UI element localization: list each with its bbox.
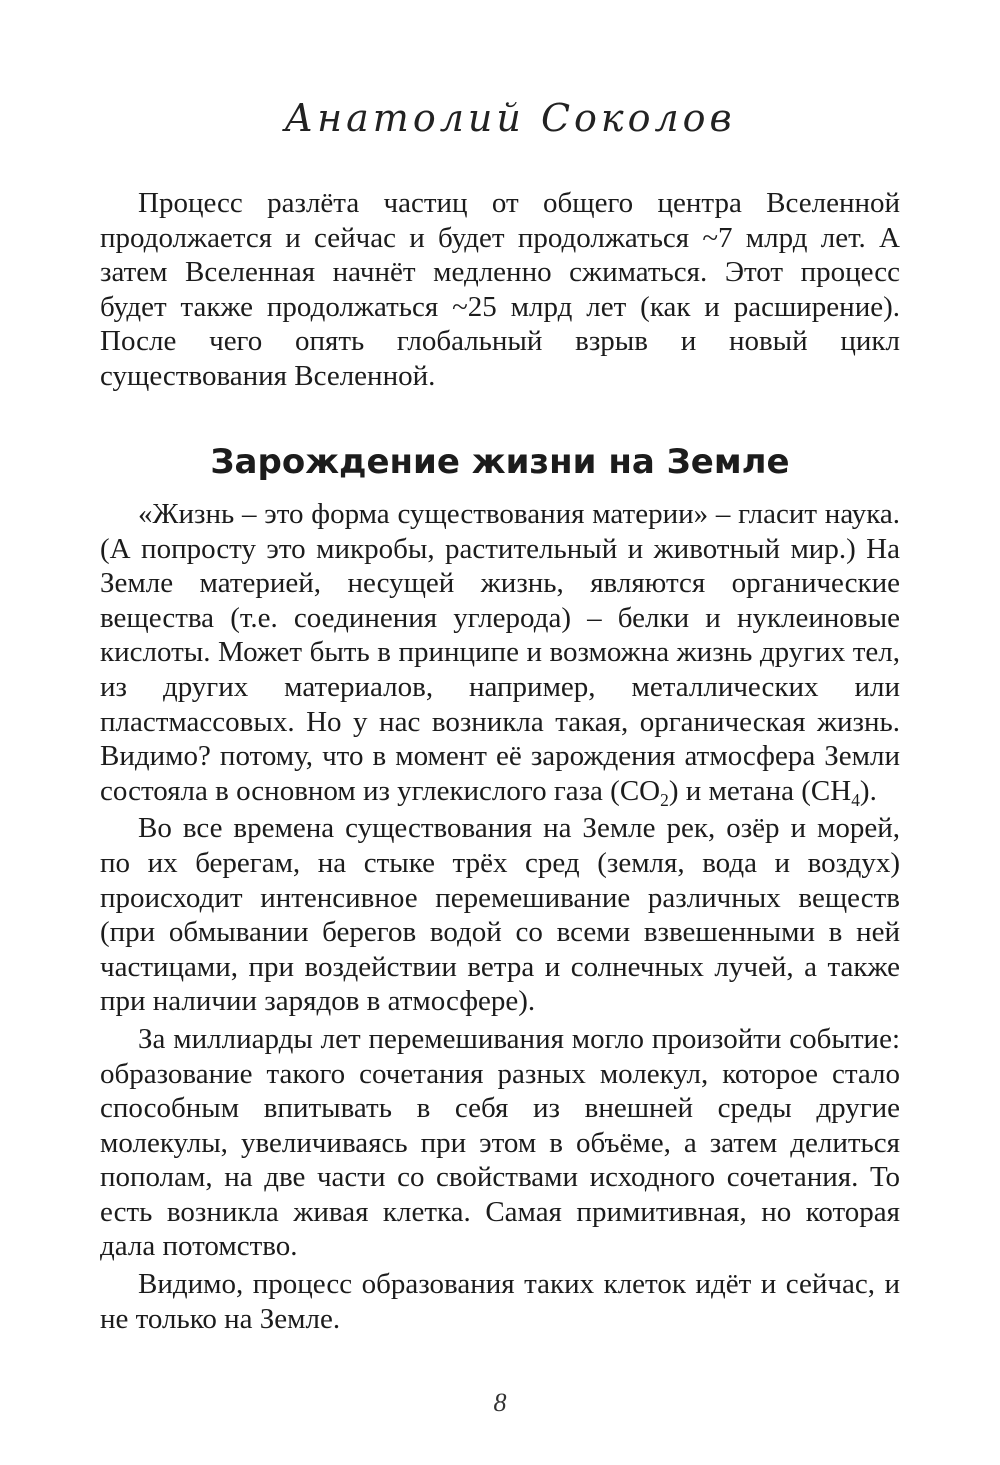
paragraph-1 (100, 497, 900, 808)
running-head-author: Анатолий Соколов (284, 96, 736, 140)
subscript-ch4: 4 (851, 789, 860, 810)
page-number: 8 (493, 1388, 507, 1417)
section-heading: Зарождение жизни на Земле (210, 442, 790, 482)
paragraph-3: За миллиарды лет перемешивания могло произойти событие: образование такого сочетания разных молекул, которое стало способным впитывать в себя из внешней среды другие молекулы, увеличиваясь при этом в объёме, а затем делиться пополам, на две части со свойствами исходного сочетания. То есть возникла живая клетка. Самая примитивная, но которая дала потомство. (100, 1022, 900, 1263)
section-body (100, 497, 900, 1336)
paragraph-1-end: ). (859, 774, 877, 807)
paragraph-1-mid: ) и метана (CH (668, 774, 852, 807)
intro-text (100, 186, 900, 394)
paragraph-2: Во все времена существования на Земле рек, озёр и морей, по их берегам, на стыке трёх сред (земля, вода и воздух) происходит интенсивное перемешивание различных веществ (при обмывании берегов водой со всеми взвешенными в ней частицами, при воздействии ветра и солнечных лучей, а также при наличии зарядов в атмосфере). (100, 812, 900, 1018)
intro-paragraph: Процесс разлёта частиц от общего центра Вселенной продолжается и сейчас и будет продолжаться ~7 млрд лет. А затем Вселенная начнёт медленно сжиматься. Этот процесс будет также продолжаться ~25 млрд лет (как и расширение). После чего опять глобальный взрыв и новый цикл существования Вселенной. (100, 187, 900, 392)
paragraph-4: Видимо, процесс образования таких клеток идёт и сейчас, и не только на Земле. (100, 1268, 900, 1335)
subscript-co2: 2 (660, 789, 669, 810)
paragraph-1-text: «Жизнь – это форма существования материи» – гласит наука. (А попросту это микробы, растительный и животный мир.) На Земле материей, несущей жизнь, являются органические вещества (т.е. соединения углерода) – белки и нуклеиновые кислоты. Может быть в принципе и возможна жизнь других тел, из других материалов, например, металлических или пластмассовых. Но у нас возникла такая, органическая жизнь. Видимо? потому, что в момент её зарождения атмосфера Земли состояла в основном из углекислого газа (CO (100, 498, 900, 807)
